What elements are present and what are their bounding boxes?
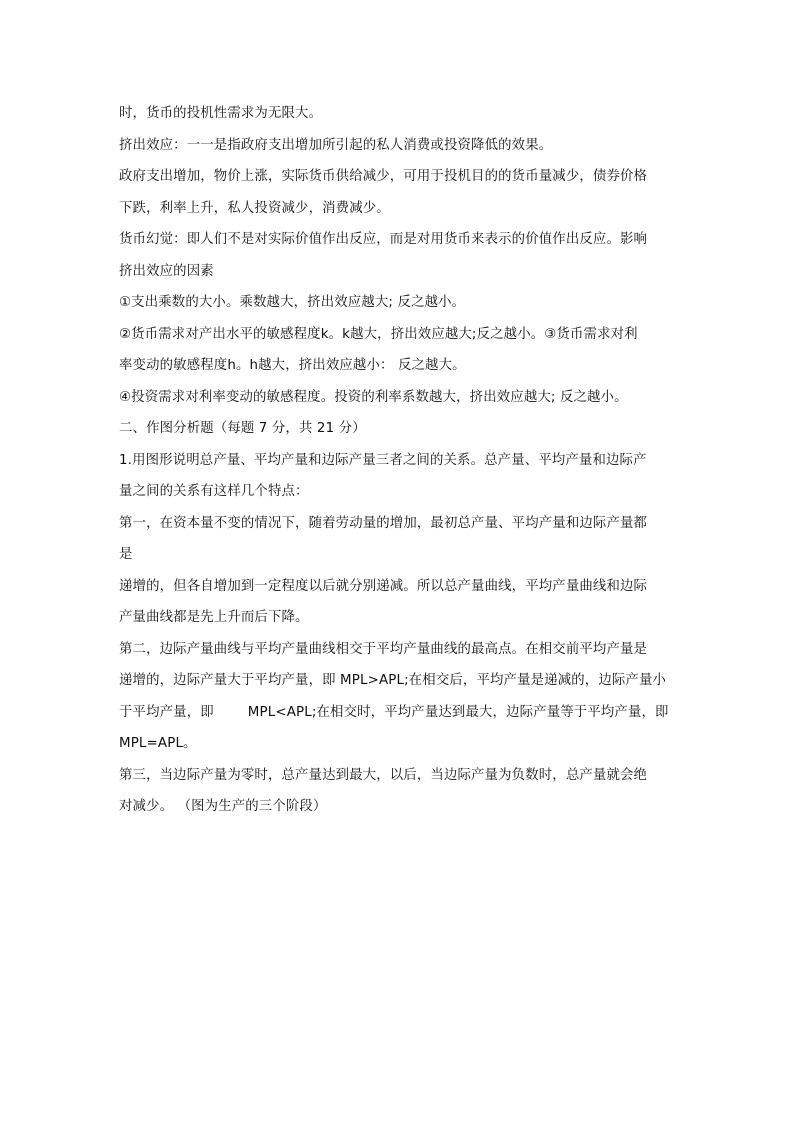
- text-line: 递增的，但各自增加到一定程度以后就分别递减。所以总产量曲线，平均产量曲线和边际: [119, 578, 648, 594]
- text-line: 时，货币的投机性需求为无限大。: [119, 106, 323, 121]
- text-line: 是: [119, 547, 133, 562]
- text-line: 递增的，边际产量大于平均产量，即 MPL>APL;在相交后，平均产量是递减的，边际产量小: [119, 673, 667, 688]
- text-line: 挤出效应：一一是指政府支出增加所引起的私人消费或投资降低的效果。: [119, 137, 553, 153]
- text-line: [119, 697, 679, 729]
- text-line: 1.用图形说明总产量、平均产量和边际产量三者之间的关系。总产量、平均产量和边际产: [119, 452, 647, 468]
- text-line: MPL=APL。: [119, 736, 197, 751]
- text-line: 政府支出增加，物价上涨，实际货币供给减少，可用于投机目的的货币量减少，债券价格: [119, 169, 648, 184]
- text-line: 量之间的关系有这样几个特点：: [119, 484, 309, 499]
- text-line: ④投资需求对利率变动的敏感程度。投资的利率系数越大，挤出效应越大; 反之越小。: [119, 389, 628, 405]
- text-line: 率变动的敏感程度h。h越大，挤出效应越小： 反之越大。: [119, 358, 466, 373]
- text-line: 下跌，利率上升，私人投资减少，消费减少。: [119, 200, 390, 216]
- text-line: ①支出乘数的大小。乘数越大，挤出效应越大; 反之越小。: [119, 295, 466, 310]
- text-segment: MPL<APL;在相交时，平均产量达到最大，边际产量等于平均产量，即: [247, 704, 669, 720]
- text-segment: 于平均产量，即: [119, 704, 214, 720]
- section-heading: 二、作图分析题（每题 7 分，共 21 分）: [119, 421, 366, 436]
- text-line: 第三，当边际产量为零时，总产量达到最大，以后，当边际产量为负数时，总产量就会绝: [119, 767, 648, 783]
- text-line: 对减少。 （图为生产的三个阶段）: [119, 799, 327, 814]
- text-line: 货币幻觉：即人们不是对实际价值作出反应，而是对用货币来表示的价值作出反应。影响: [119, 232, 648, 247]
- text-line: ②货币需求对产出水平的敏感程度k。k越大，挤出效应越大;反之越小。③货币需求对利: [119, 326, 638, 342]
- text-line: 挤出效应的因素: [119, 263, 214, 279]
- document-body: [119, 98, 679, 823]
- text-line: 第二，边际产量曲线与平均产量曲线相交于平均产量曲线的最高点。在相交前平均产量是: [119, 641, 648, 657]
- text-line: 第一，在资本量不变的情况下，随着劳动量的增加，最初总产量、平均产量和边际产量都: [119, 515, 648, 531]
- text-line: 产量曲线都是先上升而后下降。: [119, 610, 309, 625]
